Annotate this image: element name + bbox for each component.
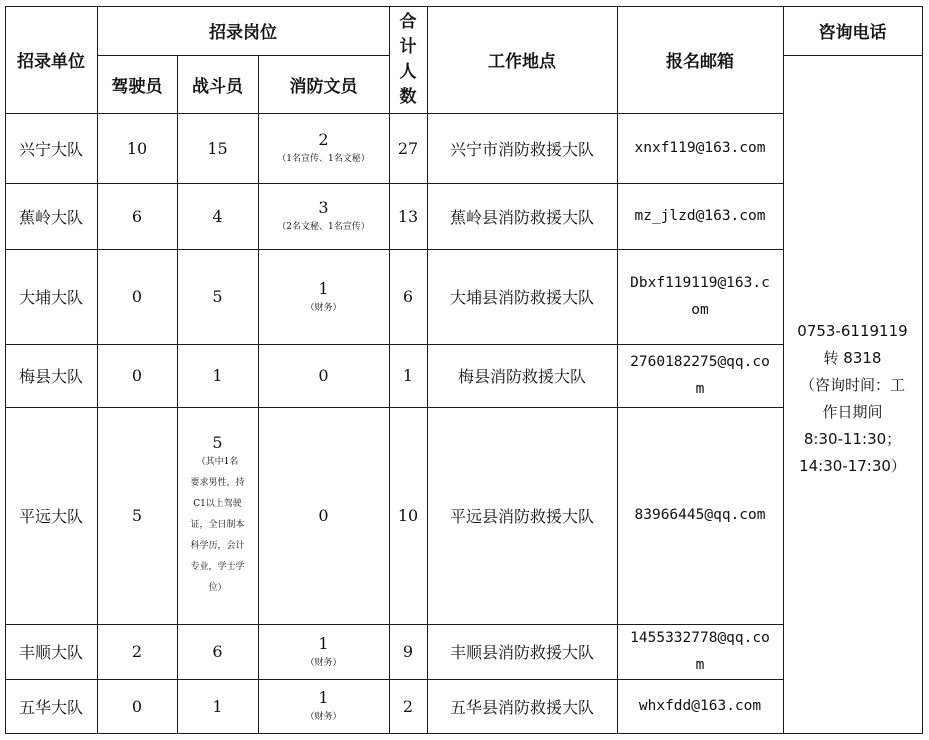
email-line: 1455332778@qq.co [630,629,770,646]
row-unit [5,407,97,624]
total-count: 27 [397,138,419,158]
row-driver [97,183,177,249]
row-driver [97,113,177,183]
row-location [427,113,617,183]
total-count: 1 [402,366,414,385]
header-clerk-label: 消防文员 [289,76,358,97]
header-total-char: 人 [399,61,417,82]
row-total [389,407,427,624]
email-line: 2760182275@qq.co [630,353,770,370]
row-fighter [177,679,258,733]
location-name: 丰顺县消防救援大队 [449,643,594,662]
driver-count: 0 [131,287,143,306]
fighter-count: 1 [212,696,223,716]
driver-count: 2 [131,642,143,661]
row-location [427,344,617,407]
row-clerk [258,249,389,344]
header-location [427,6,617,113]
email-line: m [695,380,705,397]
row-clerk [258,113,389,183]
location-name: 大埔县消防救援大队 [449,288,594,307]
header-fighter-label: 战斗员 [192,76,243,97]
row-clerk [258,624,389,679]
phone-border-right [922,6,923,734]
row-driver [97,624,177,679]
unit-name: 五华大队 [18,697,83,717]
header-total [389,6,427,113]
row-fighter [177,624,258,679]
clerk-count: 3 [318,198,329,217]
driver-count: 0 [131,696,143,716]
row-total [389,344,427,407]
header-location-label: 工作地点 [488,52,556,72]
driver-count: 10 [126,138,148,158]
header-clerk [258,55,389,113]
phone-info [783,55,922,733]
unit-name: 兴宁大队 [18,139,83,159]
header-phone [783,6,922,55]
row-email [617,249,783,344]
fighter-note-line: 专业，学士学 [190,561,245,572]
row-email [617,183,783,249]
fighter-count: 15 [207,138,228,158]
clerk-count: 0 [318,366,329,385]
fighter-note-line: C1以上驾驶 [193,498,242,509]
location-name: 五华县消防救援大队 [449,697,594,717]
total-count: 9 [402,642,414,661]
total-count: 13 [397,206,419,226]
header-driver [97,55,177,113]
email-line: m [695,656,705,673]
row-location [427,407,617,624]
fighter-note-line: 证，全日制本 [190,519,245,530]
row-total [389,249,427,344]
location-name: 兴宁市消防救援大队 [449,139,594,159]
row-email [617,407,783,624]
phone-line: 转 8318 [823,349,882,367]
email-line: Dbxf119119@163.c [630,274,770,291]
header-email [617,6,783,113]
clerk-count: 1 [318,688,329,707]
header-email-label: 报名邮箱 [666,52,734,72]
email-line: om [691,301,709,318]
row-total [389,183,427,249]
location-name: 蕉岭县消防救援大队 [449,207,594,227]
row-fighter [177,183,258,249]
row-total [389,624,427,679]
row-email [617,624,783,679]
phone-line: （咨询时间：工 [799,376,905,394]
clerk-note: （1名宣传、1名文秘） [277,154,370,164]
row-fighter [177,113,258,183]
header-fighter [177,55,258,113]
header-positions [97,6,389,55]
total-count: 2 [402,696,414,716]
row-unit [5,249,97,344]
unit-name: 丰顺大队 [18,643,83,662]
phone-line: 8:30-11:30； [803,430,902,448]
row-location [427,249,617,344]
fighter-count: 5 [212,287,223,306]
header-total-char: 合 [399,11,417,32]
driver-count: 0 [131,366,143,385]
row-clerk [258,183,389,249]
phone-border-bottom [783,733,923,734]
header-phone-label: 咨询电话 [818,23,887,43]
row-unit [5,113,97,183]
row-fighter [177,407,258,624]
phone-line: 作日期间 [822,403,883,421]
row-unit [5,624,97,679]
location-name: 平远县消防救援大队 [449,507,594,526]
row-driver [97,249,177,344]
unit-name: 大埔大队 [18,288,83,307]
header-unit-label: 招录单位 [17,52,85,72]
row-total [389,679,427,733]
location-name: 梅县消防救援大队 [457,367,586,386]
row-clerk [258,344,389,407]
phone-line: 14:30-17:30） [799,457,906,475]
clerk-count: 1 [318,278,329,298]
fighter-count: 4 [212,206,223,226]
fighter-note-line: 位） [208,582,227,593]
row-location [427,624,617,679]
fighter-count: 1 [212,366,223,385]
total-count: 10 [397,506,419,525]
unit-name: 平远大队 [18,507,83,526]
driver-count: 5 [131,506,143,525]
row-clerk [258,679,389,733]
row-driver [97,344,177,407]
row-fighter [177,249,258,344]
email-line: xnxf119@163.com [634,139,766,156]
driver-count: 6 [131,206,143,226]
phone-line: 0753-6119119 [797,322,908,340]
row-unit [5,183,97,249]
clerk-count: 2 [318,130,329,149]
clerk-count: 1 [318,633,329,653]
total-count: 6 [402,287,414,306]
clerk-note: （财务） [305,657,342,668]
clerk-note: （2名文秘、1名宣传） [277,222,370,232]
row-driver [97,679,177,733]
email-line: mz_jlzd@163.com [634,207,766,224]
fighter-count: 5 [212,432,223,452]
row-fighter [177,344,258,407]
header-driver-label: 驾驶员 [111,76,163,97]
row-email [617,344,783,407]
clerk-note: （财务） [305,302,342,313]
row-clerk [258,407,389,624]
table-border-bottom [5,733,784,734]
row-location [427,183,617,249]
row-unit [5,679,97,733]
header-total-char: 计 [399,36,417,57]
header-positions-label: 招录岗位 [209,23,277,43]
unit-name: 蕉岭大队 [18,207,83,227]
email-line: whxfdd@163.com [638,697,762,714]
header-total-char: 数 [399,86,417,107]
fighter-note-line: 要求男性，持 [190,477,245,488]
fighter-count: 6 [212,642,223,661]
row-email [617,679,783,733]
row-total [389,113,427,183]
row-driver [97,407,177,624]
unit-name: 梅县大队 [18,367,83,386]
email-line: 83966445@qq.com [634,507,766,523]
row-email [617,113,783,183]
clerk-count: 0 [318,506,329,525]
clerk-note: （财务） [305,712,342,722]
fighter-note-line: （其中1名 [196,456,239,467]
header-unit [5,6,97,113]
fighter-note-line: 科学历，会计 [190,540,245,551]
row-location [427,679,617,733]
row-unit [5,344,97,407]
